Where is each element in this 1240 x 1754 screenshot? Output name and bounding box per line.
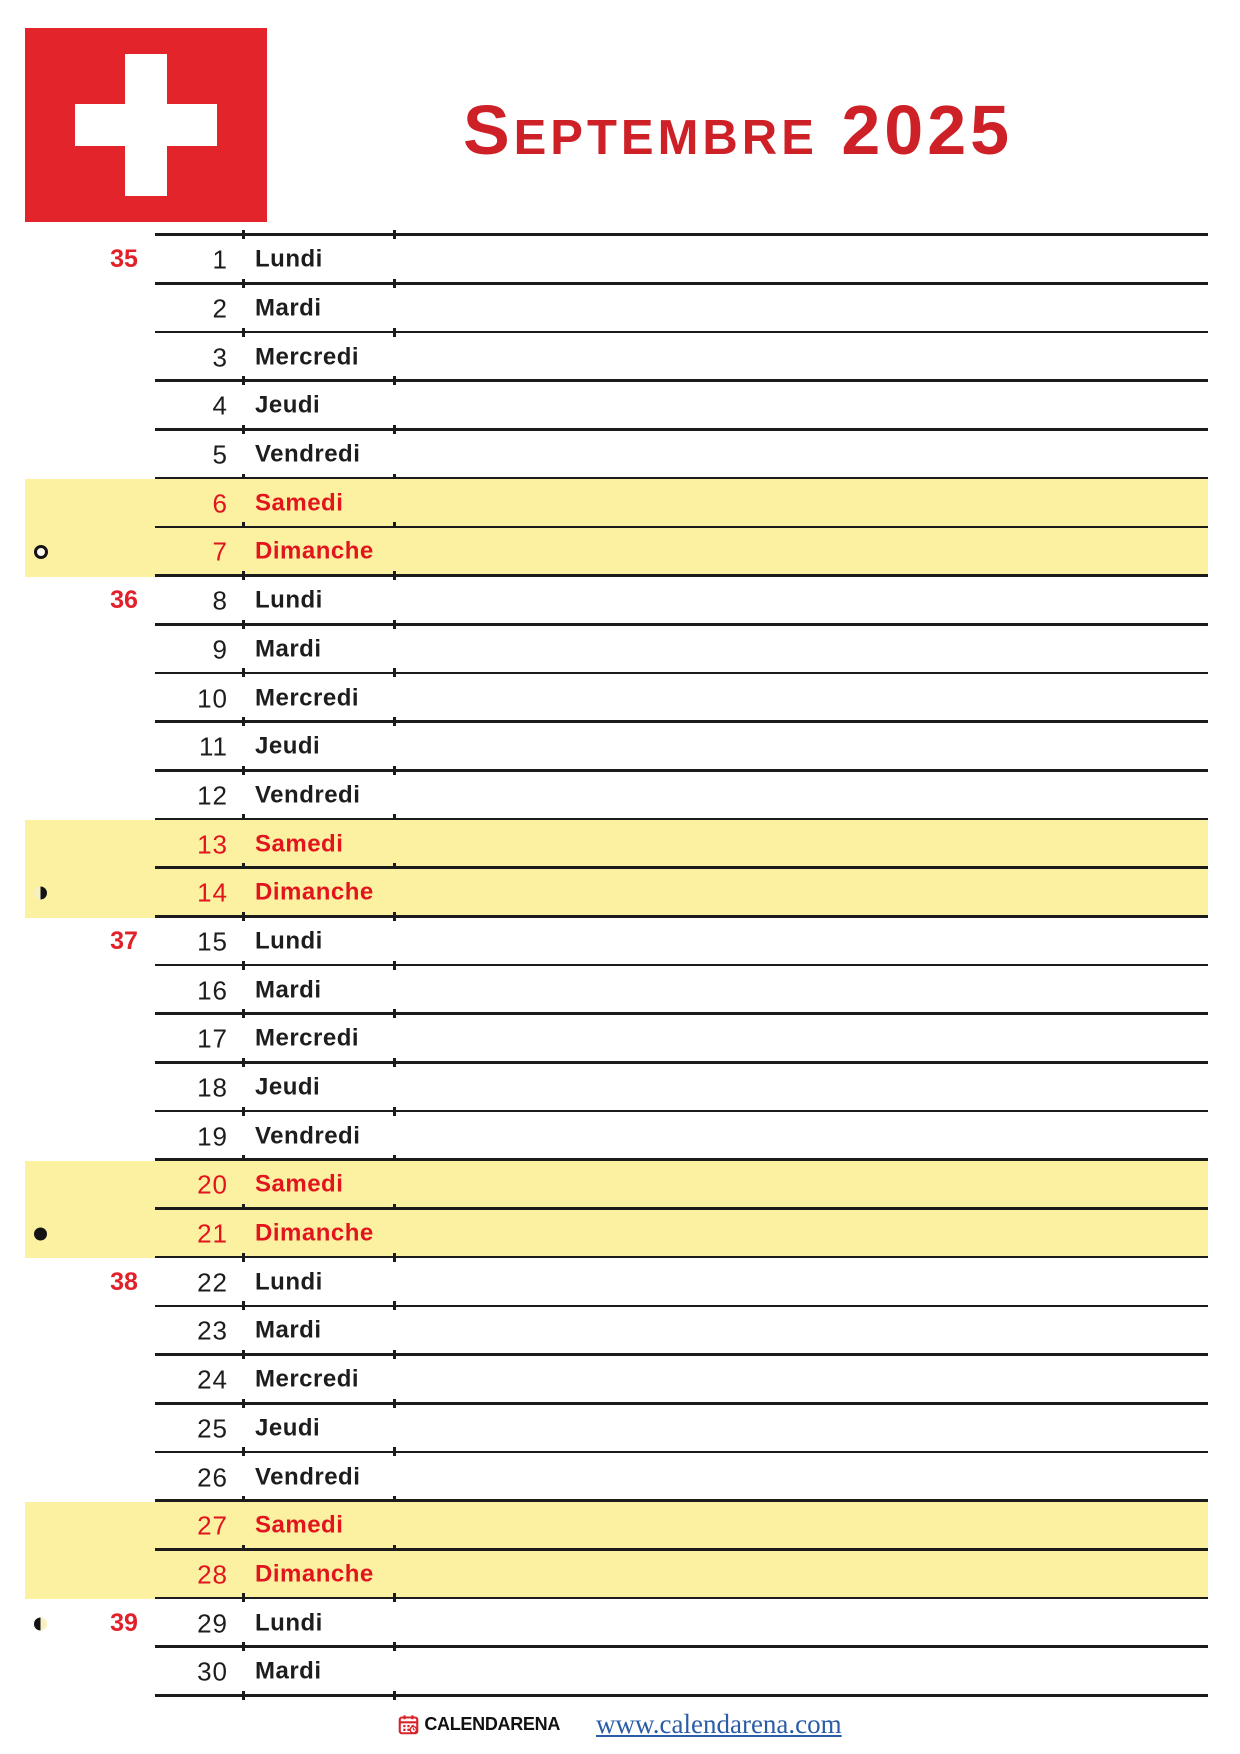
table-line [155, 1694, 1208, 1697]
day-number: 7 [212, 536, 228, 567]
column-tick [393, 1691, 396, 1700]
calendar-row [25, 626, 1208, 675]
day-number: 24 [197, 1364, 228, 1395]
day-number: 9 [212, 634, 228, 665]
calendar-row [25, 1064, 1208, 1113]
full-moon-icon [34, 545, 48, 559]
day-number: 21 [197, 1218, 228, 1249]
day-number: 18 [197, 1072, 228, 1103]
calendar-row [25, 1307, 1208, 1356]
calendar-row [25, 1599, 1208, 1648]
calendar-row [25, 820, 1208, 869]
day-name: Vendredi [255, 440, 361, 468]
day-name: Vendredi [255, 781, 361, 809]
week-number: 39 [110, 1608, 138, 1637]
calendar-row [25, 1112, 1208, 1161]
day-name: Samedi [255, 830, 344, 858]
day-name: Lundi [255, 586, 323, 614]
day-name: Mercredi [255, 1024, 360, 1052]
calendar-row [25, 285, 1208, 334]
day-number: 13 [197, 829, 228, 860]
day-name: Mercredi [255, 684, 360, 712]
day-number: 12 [197, 780, 228, 811]
day-number: 28 [197, 1559, 228, 1590]
day-number: 17 [197, 1023, 228, 1054]
day-number: 23 [197, 1315, 228, 1346]
day-name: Samedi [255, 489, 344, 517]
day-number: 16 [197, 975, 228, 1006]
calendar-row [25, 869, 1208, 918]
day-name: Mercredi [255, 343, 360, 371]
swiss-flag [25, 28, 267, 222]
day-number: 5 [212, 439, 228, 470]
day-name: Dimanche [255, 537, 374, 565]
calendar-row [25, 1551, 1208, 1600]
calendar-rows [25, 236, 1208, 1697]
day-name: Mardi [255, 294, 322, 322]
day-name: Mardi [255, 1316, 322, 1344]
day-name: Vendredi [255, 1463, 361, 1491]
day-number: 15 [197, 926, 228, 957]
week-number: 35 [110, 245, 138, 274]
calendar-row [25, 1502, 1208, 1551]
day-name: Mercredi [255, 1365, 360, 1393]
page-title: Septembre 2025 [462, 91, 1014, 169]
day-name: Dimanche [255, 878, 374, 906]
footer [0, 1702, 1240, 1746]
day-name: Lundi [255, 1609, 323, 1637]
day-number: 6 [212, 488, 228, 519]
day-number: 30 [197, 1656, 228, 1687]
calendar-row [25, 382, 1208, 431]
calendar-row [25, 918, 1208, 967]
calendar-row [25, 577, 1208, 626]
calendar-row [25, 333, 1208, 382]
day-name: Dimanche [255, 1560, 374, 1588]
calendar-row [25, 236, 1208, 285]
calendar-row [25, 772, 1208, 821]
day-name: Lundi [255, 927, 323, 955]
day-name: Dimanche [255, 1219, 374, 1247]
first-quarter-moon-icon [34, 1617, 47, 1630]
day-number: 25 [197, 1413, 228, 1444]
week-number: 37 [110, 926, 138, 955]
brand-name: CALENDARENA [424, 1713, 561, 1734]
day-number: 4 [212, 390, 228, 421]
calendar-row [25, 1161, 1208, 1210]
calendar-row [25, 674, 1208, 723]
day-number: 1 [212, 244, 228, 275]
calendar-row [25, 431, 1208, 480]
day-name: Samedi [255, 1511, 344, 1539]
column-tick [242, 1691, 245, 1700]
calendar-row [25, 723, 1208, 772]
day-name: Samedi [255, 1170, 344, 1198]
day-number: 27 [197, 1510, 228, 1541]
calendar-row [25, 966, 1208, 1015]
day-name: Mardi [255, 635, 322, 663]
swiss-cross-icon [75, 104, 217, 146]
day-number: 29 [197, 1608, 228, 1639]
day-name: Jeudi [255, 391, 321, 419]
calendarena-logo [398, 1714, 560, 1735]
day-number: 8 [212, 585, 228, 616]
week-number: 36 [110, 586, 138, 615]
calendar-row [25, 1015, 1208, 1064]
calendar-row [25, 1356, 1208, 1405]
day-name: Jeudi [255, 1073, 321, 1101]
calendar-row [25, 1405, 1208, 1454]
website-link[interactable]: www.calendarena.com [596, 1708, 842, 1739]
calendar-row [25, 1648, 1208, 1697]
calendar-row [25, 1258, 1208, 1307]
calendar-icon [398, 1714, 419, 1735]
day-name: Mardi [255, 1657, 322, 1685]
day-number: 3 [212, 342, 228, 373]
day-name: Jeudi [255, 1414, 321, 1442]
calendar-row [25, 528, 1208, 577]
day-number: 11 [199, 731, 228, 762]
day-number: 10 [197, 683, 228, 714]
day-number: 19 [197, 1121, 228, 1152]
day-number: 2 [212, 293, 228, 324]
calendar-row [25, 1210, 1208, 1259]
last-quarter-moon-icon [34, 887, 47, 900]
day-number: 20 [197, 1169, 228, 1200]
day-name: Mardi [255, 976, 322, 1004]
week-number: 38 [110, 1267, 138, 1296]
day-number: 14 [197, 877, 228, 908]
calendar-row [25, 479, 1208, 528]
day-name: Lundi [255, 1268, 323, 1296]
day-name: Jeudi [255, 732, 321, 760]
day-name: Lundi [255, 245, 323, 273]
day-number: 26 [197, 1462, 228, 1493]
new-moon-icon [34, 1228, 47, 1241]
calendar-row [25, 1453, 1208, 1502]
day-name: Vendredi [255, 1122, 361, 1150]
day-number: 22 [197, 1267, 228, 1298]
